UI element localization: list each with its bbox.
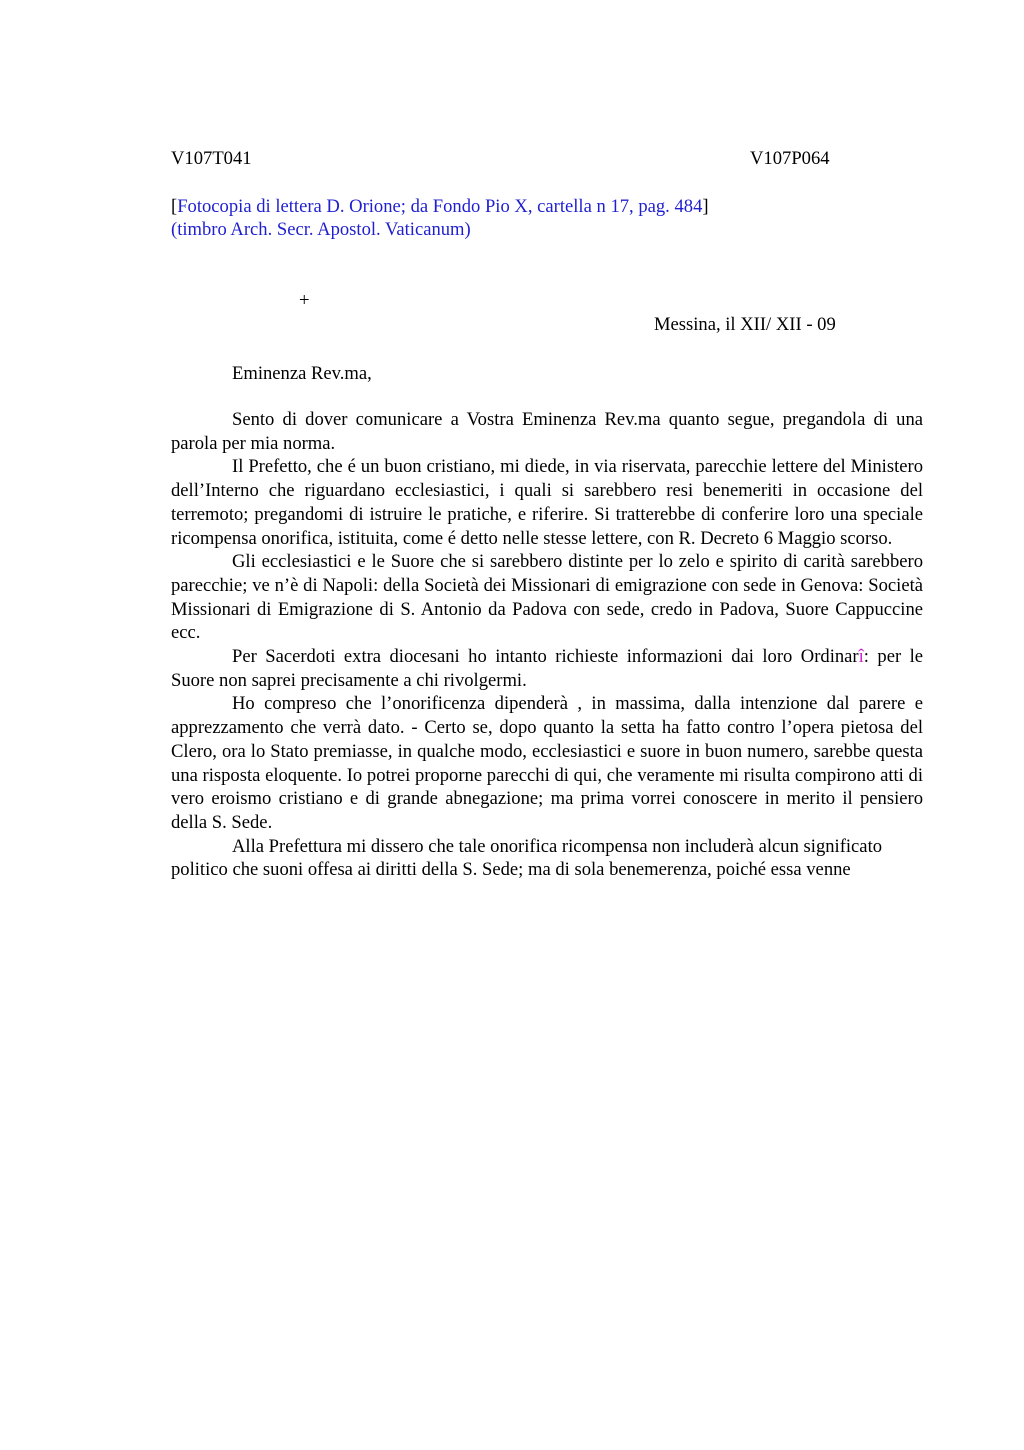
paragraph-1: Sento di dover comunicare a Vostra Eminenza Rev.ma quanto segue, pregandola di una parola per mia norma. bbox=[171, 409, 923, 454]
paragraph-3: Gli ecclesiastici e le Suore che si sarebbero distinte per lo zelo e spirito di carità sarebbero parecchie; ve n’è di Napoli: della Società dei Missionari di emigrazione con sede in Genova: Società Missionari di Emigrazione di S. Antonio da Padova con sede, credo in Padova, Suore Cappuccine ecc. bbox=[171, 551, 923, 644]
editorial-correction-mark: î bbox=[858, 646, 864, 668]
note-source-line: Fotocopia di lettera D. Orione; da Fondo Pio X, cartella n 17, pag. 484 bbox=[177, 196, 703, 217]
paragraph-6: Alla Prefettura mi dissero che tale onorifica ricompensa non includerà alcun significato politico che suoni offesa ai diritti della S. Sede; ma di sola benemerenza, poiché essa venne bbox=[171, 835, 883, 881]
paragraph-4-text-end: : per le Suore non saprei precisamente a chi rivolgermi. bbox=[171, 646, 924, 691]
paragraph-2: Il Prefetto, che é un buon cristiano, mi diede, in via riservata, parecchie lettere del Ministero dell’Interno che riguardano ecclesiastici, i quali si sarebbero resi benemeriti in occasione del terremoto; pregandomi di istruire le pratiche, e riferire. Si tratterebbe di conferire loro una speciale ricompensa onorifica, istituita, come é detto nelle stesse lettere, con R. Decreto 6 Maggio scorso. bbox=[171, 456, 923, 549]
paragraph-4 bbox=[171, 645, 923, 692]
note-stamp-line: (timbro Arch. Secr. Apostol. Vaticanum) bbox=[171, 219, 471, 240]
editorial-note bbox=[171, 195, 931, 241]
cross-mark: + bbox=[299, 290, 310, 311]
letter-body bbox=[171, 408, 923, 882]
right-reference-code: V107P064 bbox=[750, 148, 830, 169]
note-close-bracket: ] bbox=[702, 196, 709, 217]
note-open-bracket: [ bbox=[171, 196, 178, 217]
left-reference-code: V107T041 bbox=[171, 148, 252, 169]
paragraph-4-text-start: Per Sacerdoti extra diocesani ho intanto richieste informazioni dai loro Ordinar bbox=[232, 646, 859, 668]
place-and-date: Messina, il XII/ XII - 09 bbox=[654, 314, 836, 335]
paragraph-5: Ho compreso che l’onorificenza dipenderà , in massima, dalla intenzione dal parere e apprezzamento che verrà dato. - Certo se, dopo quanto la setta ha fatto contro l’opera pietosa del Clero, ora lo Stato premiasse, in qualche modo, ecclesiastici e suore in buon numero, sarebbe questa una risposta eloquente. Io potrei proporne parecchi di qui, che veramente mi risulta compirono atti di vero eroismo cristiano e di grande abnegazione; ma prima vorrei conoscere in merito il pensiero della S. Sede. bbox=[171, 693, 923, 833]
salutation: Eminenza Rev.ma, bbox=[232, 363, 372, 384]
